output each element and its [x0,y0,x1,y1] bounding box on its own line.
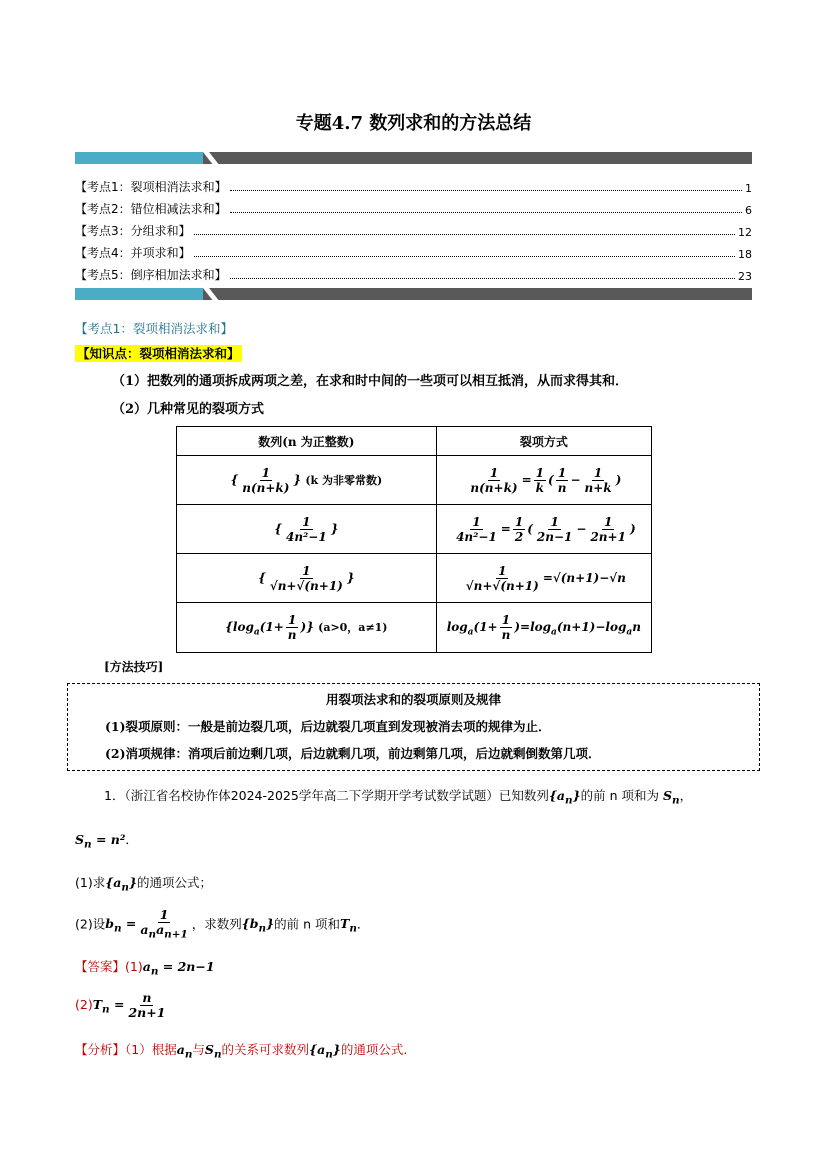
toc-item[interactable]: 【考点3：分组求和】 12 [75,224,752,239]
toc-item[interactable]: 【考点1：裂项相消法求和】 1 [75,180,752,195]
point-1: （1）把数列的通项拆成两项之差，在求和时中间的一些项可以相互抵消，从而求得其和． [112,374,629,389]
method-box [67,683,760,771]
answer-line-1: 【答案】$(1)a_n = 2n-1$ [75,959,215,978]
question-line-1: 1．（浙江省名校协作体2024-2025学年高二下学期开学考试数学试题）已知数列$\{a_n\}$的前 n 项和为 $S_n$， [104,788,693,807]
toc-item[interactable]: 【考点4：并项求和】 18 [75,246,752,261]
point-2: （2）几种常见的裂项方式 [112,402,265,417]
toc-item[interactable]: 【考点2：错位相减法求和】 6 [75,202,752,217]
header-band-top [75,152,752,164]
question-part-2: (2)设$b_n$ = $\frac{1}{a_na_{n+1}}$ ，求数列$\{b_n\}$的前 n 项和$T_n$． [75,907,370,941]
header-band-bottom [75,288,752,300]
method-label: [方法技巧] [104,660,164,674]
question-part-1: (1)求$\{a_n\}$的通项公式； [75,875,212,894]
table-cell: { $\frac{1}{√n+√(n+1)}$ } [177,554,437,603]
section-heading: 【考点1：裂项相消法求和】 [75,321,233,336]
method-box-title: 用裂项法求和的裂项原则及规律 [325,692,501,707]
question-line-2: $S_n = n^2$． [75,832,138,851]
table-cell: $\frac{1}{n(n+k)}$ = $\frac{1}{k}$ ( $\frac{1}{n}$ − $\frac{1}{n+k}$ ) [436,456,651,505]
analysis-line: 【分析】（1）根据$a_n$与$S_n$的关系可求数列$\{a_n\}$的通项公式. [75,1042,408,1061]
formula-table [176,426,652,653]
knowledge-label: 【知识点：裂项相消法求和】 [77,346,240,361]
method-rule-1: (1)裂项原则：一般是前边裂几项，后边就裂几项直到发现被消去项的规律为止． [105,719,551,734]
table-cell: $\log_a(1+$ $\frac{1}{n}$ )$=\log_a(n+1)-\log_an$ [436,603,651,653]
toc-item[interactable]: 【考点5：倒序相加法求和】 23 [75,268,752,283]
answer-line-2: $(2)T_n$ = $\frac{n}{2n+1}$ [75,990,166,1020]
method-rule-2: (2)消项规律：消项后前边剩几项，后边就剩几项，前边剩第几项，后边就剩倒数第几项． [105,746,601,761]
table-cell: { $\frac{1}{\text{4n²−1}}$ } [177,505,437,554]
table-cell: {$\log_a(1+$ $\frac{1}{n}$ )} (a>0，a≠1) [177,603,437,653]
table-header-right: 裂项方式 [436,427,651,456]
table-cell: $\frac{1}{\text{4n²−1}}$ = $\frac{1}{2}$ ( $\frac{1}{2n-1}$ − $\frac{1}{2n+1}$ ) [436,505,651,554]
page-title: 专题4.7 数列求和的方法总结 [295,113,532,134]
table-cell: $\frac{1}{√n+√(n+1)}$ =√(n+1)−√n [436,554,651,603]
table-header-left: 数列(n 为正整数) [177,427,437,456]
table-cell: { $\frac{1}{n(n+k)}$ } (k 为非零常数) [177,456,437,505]
